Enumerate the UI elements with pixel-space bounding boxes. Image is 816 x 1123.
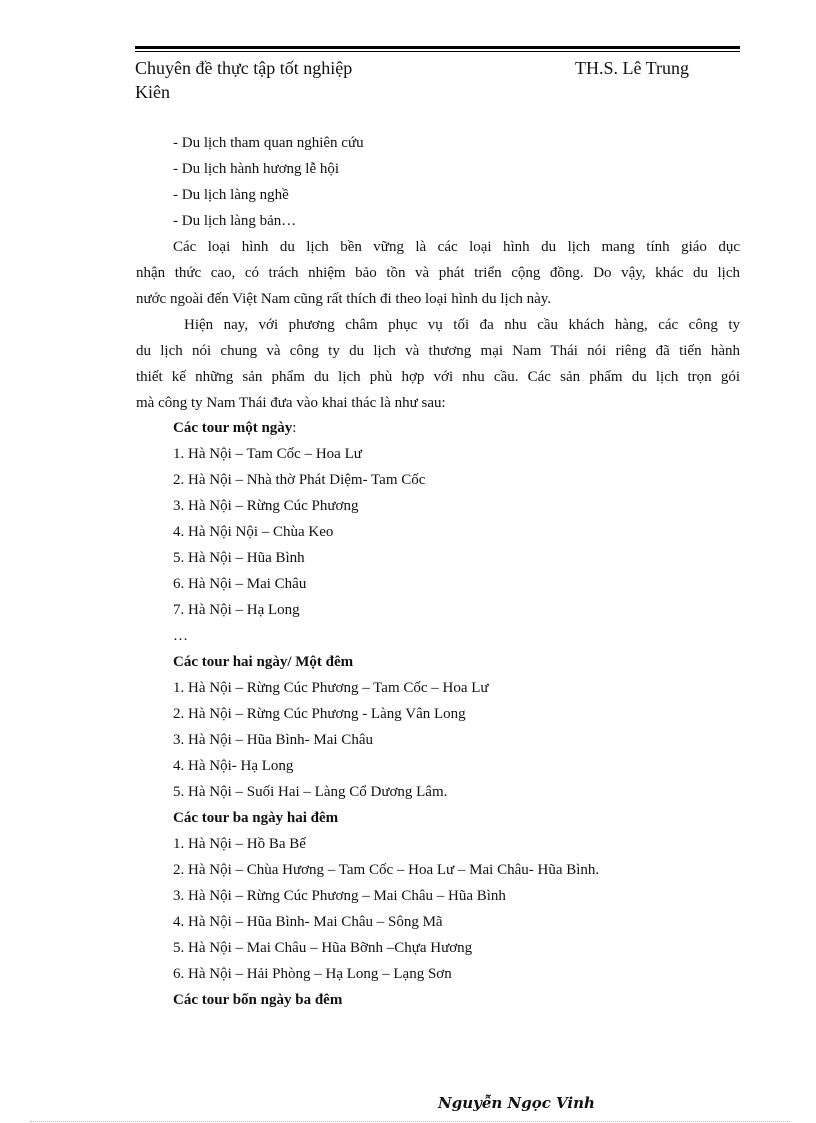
tour-item: 6. Hà Nội – Hải Phòng – Hạ Long – Lạng Sơn bbox=[173, 966, 452, 982]
tour-item: 4. Hà Nội – Hũa Bình- Mai Châu – Sông Mã bbox=[173, 914, 443, 930]
tour-item: 1. Hà Nội – Rừng Cúc Phương – Tam Cốc – Hoa Lư bbox=[173, 680, 489, 696]
tour-item: 2. Hà Nội – Rừng Cúc Phương - Làng Vân Long bbox=[173, 706, 466, 722]
tour-item: 1. Hà Nội – Hồ Ba Bể bbox=[173, 836, 306, 852]
header-title: Chuyên đề thực tập tốt nghiệp bbox=[135, 58, 353, 78]
paragraph-1 bbox=[136, 234, 740, 312]
tour-item: 5. Hà Nội – Mai Châu – Hũa Bỡnh –Chựa Hương bbox=[173, 940, 473, 956]
list-item: - Du lịch làng bản… bbox=[173, 213, 297, 229]
tour-item: 3. Hà Nội – Rừng Cúc Phương bbox=[173, 498, 359, 514]
header-rule-thin bbox=[135, 51, 740, 52]
section-title: Các tour ba ngày hai đêm bbox=[173, 810, 339, 826]
tour-item: 5. Hà Nội – Suối Hai – Làng Cổ Dương Lâm. bbox=[173, 784, 448, 800]
paragraph-line: Các loại hình du lịch bền vững là các loại hình du lịch mang tính giáo dục bbox=[173, 239, 740, 255]
tour-item: 2. Hà Nội – Nhà thờ Phát Diệm- Tam Cốc bbox=[173, 472, 426, 488]
header-advisor-continued: Kiên bbox=[135, 82, 170, 102]
tour-item: 7. Hà Nội – Hạ Long bbox=[173, 602, 300, 618]
tour-item: 2. Hà Nội – Chùa Hương – Tam Cốc – Hoa Lư – Mai Châu- Hũa Bình. bbox=[173, 862, 600, 878]
header-advisor: TH.S. Lê Trung bbox=[575, 58, 690, 78]
tour-item: 3. Hà Nội – Rừng Cúc Phương – Mai Châu – Hũa Bình bbox=[173, 888, 506, 904]
list-item: - Du lịch làng nghề bbox=[173, 187, 289, 203]
paragraph-line: du lịch nói chung và công ty du lịch và thương mại Nam Thái nói riêng đã tiến hành bbox=[136, 343, 740, 359]
list-item: - Du lịch hành hương lễ hội bbox=[173, 161, 340, 177]
footer-author: Nguyễn Ngọc Vinh bbox=[438, 1094, 595, 1112]
tour-item: 4. Hà Nội Nội – Chùa Keo bbox=[173, 524, 334, 540]
paragraph-line: nhận thức cao, có trách nhiệm bảo tồn và phát triển cộng đồng. Do vậy, khác du lịch bbox=[136, 265, 740, 281]
tour-item: 3. Hà Nội – Hũa Bình- Mai Châu bbox=[173, 732, 373, 748]
ellipsis: … bbox=[173, 628, 188, 644]
paragraph-2 bbox=[136, 312, 740, 416]
section-title: Các tour bốn ngày ba đêm bbox=[173, 992, 343, 1008]
paragraph-line: nước ngoài đến Việt Nam cũng rất thích đi theo loại hình du lịch này. bbox=[136, 291, 552, 307]
paragraph-line: thiết kế những sản phẩm du lịch phù hợp với nhu cầu. Các sản phẩm du lịch trọn gói bbox=[136, 369, 740, 385]
tour-item: 6. Hà Nội – Mai Châu bbox=[173, 576, 307, 592]
list-item: - Du lịch tham quan nghiên cứu bbox=[173, 135, 364, 151]
tour-item: 1. Hà Nội – Tam Cốc – Hoa Lư bbox=[173, 446, 362, 462]
section-heading bbox=[173, 418, 296, 438]
header-rule-thick bbox=[135, 46, 740, 49]
paragraph-line: Hiện nay, với phương châm phục vụ tối đa nhu cầu khách hàng, các công ty bbox=[184, 317, 740, 333]
paragraph-line: mà công ty Nam Thái đưa vào khai thác là như sau: bbox=[136, 395, 446, 411]
section-title: Các tour một ngày bbox=[173, 420, 293, 436]
footer-divider bbox=[30, 1121, 790, 1122]
section-title-suffix: : bbox=[292, 420, 297, 436]
tour-item: 5. Hà Nội – Hũa Bình bbox=[173, 550, 305, 566]
tour-item: 4. Hà Nội- Hạ Long bbox=[173, 758, 294, 774]
section-title: Các tour hai ngày/ Một đêm bbox=[173, 654, 354, 670]
